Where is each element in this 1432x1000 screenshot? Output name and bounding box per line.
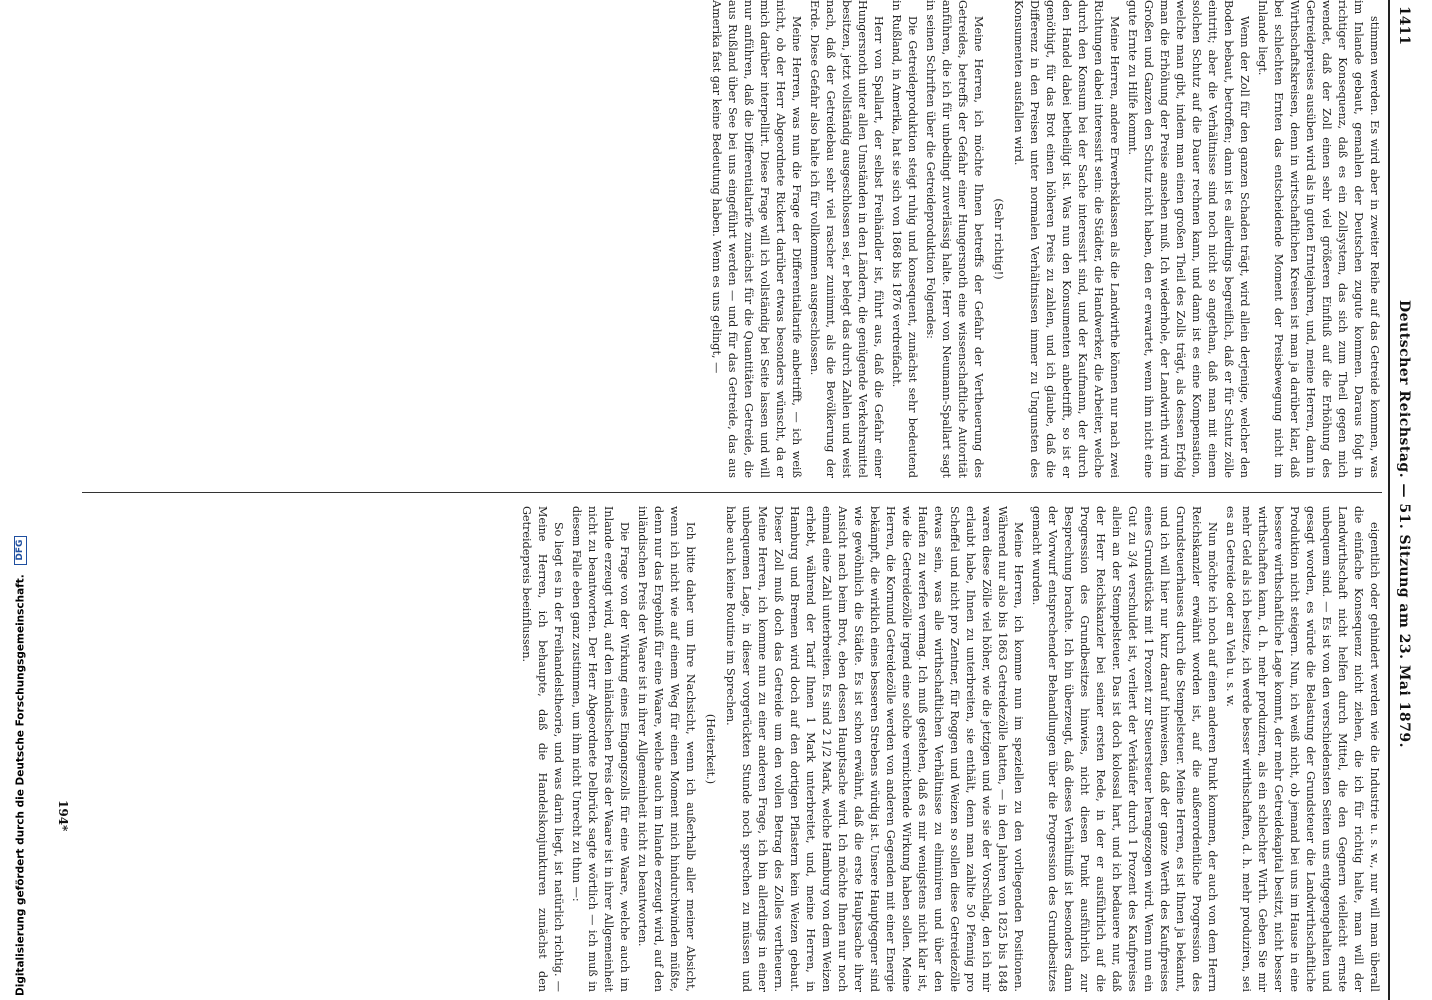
paragraph: (Heiterkeit.) — [704, 713, 717, 785]
sheet-signature: 194* — [56, 800, 70, 832]
paragraph: Meine Herren, was nun die Frage der Differentialtarife anbetrifft, — ich weiß nicht, ob der Herr Abgeordnete Rickert darüber etwas besonders wünscht, da er mich darüber interpellirt. Diese Frage will ich vollständig bei Seite lassen und will nur anführen, daß die Differentialtarife zunächst für die Quantitäten Getreide, die aus Rußland über See bei uns eingeführt werden — und für das Getreide, das aus Amerika fast gar keine Bedeutung haben. Wenn es uns gelingt, — — [710, 0, 803, 478]
running-title: Deutscher Reichstag. — 51. Sitzung am 23. Mai 1879. — [1396, 300, 1412, 749]
page-number: 1411 — [1396, 6, 1412, 45]
paragraph: Ich bitte daher um Ihre Nachsicht, wenn ich außerhalb aller meiner Absicht, wenn ich nicht wie auf einem Weg für einen Moment mich hindurchwinden müßte, denn nur das Ergebniß für eine Waare, welche auch im Inlande erzeugt wird, auf den inländischen Preis der Waare ist in ihrer Allgemeinheit nicht zu beantworten. — [636, 506, 697, 992]
left-column — [82, 0, 1382, 478]
paragraph: eigentlich oder gehindert werden wie die Industrie u. s. w., nur will man überall die einfache Konsequenz nicht ziehen, die ich für richtig halte, man will der Landwirthschaft nicht helfen durch Mittel, die den Gegnern vielleicht ernste unbequem sind. — Es ist von den verschiedensten Seiten uns entgegengehalten und gesagt worden, es würde die Belastung der Grundsteuer die Landwirthschaftliche Produktion nicht steigern. Nun, ich weiß nicht, ob jemand bei uns im Hause in eine bessere wirthschaftliche Lage kommt, der mehr Getreidekapital besitzt, nicht besser wirthschaften kann, d. h. mehr produziren, als ein schlechter Wirth. Geben Sie mir mehr Geld als ich besitze, ich werde besser wirthschaften, d. h. mehr produziren, sei es an Getreide oder an Vieh u. s. w. — [1224, 506, 1381, 992]
digitization-note-text: Digitalisierung gefördert durch die Deutsche Forschungsgemeinschaft. — [14, 574, 27, 996]
paragraph: Nun möchte ich noch auf einen anderen Punkt kommen, der auch von dem Herrn Reichskanzler erwähnt worden ist, auf die außerordentliche Progression des Grundsteuerhauses durch die Stempelsteuer. Meine Herren, es ist Ihnen ja bekannt, und ich will hier nur kurz darauf hinweisen, daß der ganze Werth des Kaufpreises eines Grundstücks mit 1 Prozent zur Steuersteuer herangezogen wird. Wenn nun ein Gut zu 3/4 verschuldet ist, verliert der Verkäufer durch 1 Prozent des Kaufpreises allein an der Stempelsteuer. Das ist doch kolossal hart, und ich bedauere nur, daß der Herr Reichskanzler bei seiner ersten Rede, in der er ausführlich auf die Progression des Grundbesitzes hinwies, nicht diesen Punkt ausführlich zur Besprechung brachte. Ich bin überzeugt, daß dieses Verhältniß ist besonders dann der Vorwurf entsprechender Behandlungen über die Progression des Grundbesitzes gemacht wurden. — [1030, 506, 1219, 992]
column-divider — [82, 492, 1382, 493]
newspaper-page — [8, 0, 1416, 1000]
page-header — [1392, 0, 1416, 1000]
paragraph: Meine Herren, ich komme nun im speziellen zu den vorliegenden Positionen. Während nur also bis 1863 Getreidezölle hatten, — in den Jahren von 1825 bis 1848 waren diese Zölle viel höher, wie die jetzigen und wie sie der Vorschlag, den ich mir erlaubt habe, Ihnen zu unterbreiten, sie enthält, denn man zahlte 50 Pfennig pro Scheffel und nicht pro Zentner, für Roggen und Weizen so sollen diese Getreidezölle etwas sein, was alle wirthschaftlichen Verhältnisse zu eliminiren und über den Haufen zu werfen vermag. Ich muß gestehen, daß es mir wenigstens nicht klar ist, wie die Getreidezölle irgend eine solche vernichtende Wirkung haben sollen. Meine Herren, die Kornund Getreidezölle werden von anderen Gegenden mit einer Energie bekämpft, die wirklich eines besseren Strebens würdig ist. Unsere Hauptgegner sind wie gewöhnlich die Städte. Es ist schon erwähnt, daß die erste Hauptsache ihrer Ansicht nach beim Brot, eben dessen Hauptsache wird. Ich möchte Ihnen nur noch einmal eine Zahl unterbreiten. Es sind 2 1/2 Mark, welche Hamburg von dem Weizen erhebt, während der Tarif Ihnen 1 Mark unterbreitet, und, meine Herren, in Hamburg und Bremen wird doch auf den dortigen Pflastern kein Weizen gebaut. Dieser Zoll muß doch das Getreide um den vollen Betrag des Zolles vertheuern. Meine Herren, ich komme nun zu einer anderen Frage, ich bin allerdings in einer unbequemen Lage, in dieser vorgerückten Stunde noch sprechen zu müssen und habe auch keine Routine im Sprechen. — [724, 506, 1025, 992]
paragraph: (Sehr richtig!) — [992, 198, 1005, 280]
paragraph: So liegt es in der Freihandelstheorie, und was darin liegt, ist natürlich richtig. — Meine Herren, ich behaupte, daß die Handelskonjunkturen zunächst den Getreidepreis beeinflussen. — [520, 506, 565, 992]
dfg-logo: DFG — [14, 536, 27, 565]
paragraph: Die Frage von der Wirkung eines Eingangszolls für eine Waare, welche auch im Inlande erzeugt wird, auf den inländischen Preis der Waare ist in ihrer Allgemeinheit nicht zu beantworten. Der Herr Abgeordnete Delbrück sagte wörtlich — ich muß in diesem Falle eben ganz zustimmen, um ihm nicht Unrecht zu thun —: — [570, 506, 631, 992]
header-rule — [1388, 0, 1390, 1000]
paragraph: Wenn der Zoll für den ganzen Schaden trägt, wird allein derjenige, welcher den Boden bebaut, betroffen; dann ist es allerdings begreiflich, daß er für Schutz zölle eintritt; aber die Verhältnisse sind noch nicht so angethan, daß man mit einem solchen Schutz auf die Dauer rechnen kann, und dann ist es eine Kompensation, welche man gibt, indem man einen großen Theil des Zolls trägt, als dessen Erfolg man die Erhöhung der Preise ansehen muß. Ich wiederhole, der Landwirth wird im Großen und Ganzen den Schutz nicht haben, den er erwartet, wenn ihm nicht eine gute Ernte zu Hilfe kommt. — [1126, 0, 1251, 478]
paragraph: Die Getreideproduktion steigt ruhig und konsequent, zunächst sehr bedeutend in Rußland, in Amerika, hat sie sich von 1868 bis 1876 verdreifacht. — [890, 0, 919, 478]
right-column — [82, 506, 1382, 992]
paragraph: stimmen werden. Es wird aber in zweiter Reihe auf das Getreide kommen, was im Inlande gebaut, gemahlen der Deutschen zugute kommen. Daraus folgt in richtiger Konsequenz, daß es ein Zollsystem, das sich zum Theil gegen mich wendet, daß der Zoll einen sehr viel größeren Einfluß auf die Erhöhung des Getreidepreises ausüben wird als in guten Erntejahren, und, meine Herren, dann in Wirthschaftskreisen, denn in wirtschaftlichen Kreisen ist man ja darüber klar, daß bei schlechten Ernten das entscheidende Moment der Preisbewegung nicht im Inlande liegt. — [1256, 0, 1381, 478]
paragraph: Meine Herren, ich möchte Ihnen betreffs der Gefahr der Vertheuerung des Getreides, betreffs der Gefahr einer Hungersnoth eine wissenschaftliche Autorität anführen, die ich für unbedingt zuverlässig halte. Herr von Neumann-Spallart sagt in seinen Schriften über die Getreideproduktion Folgendes: — [924, 0, 985, 478]
paragraph: Herr von Spallart, der selbst Freihändler ist, führt aus, daß die Gefahr einer Hungersnoth unter allen Umständen in den Ländern, die genügende Verkehrsmittel besitzen, jetzt vollständig ausgeschlossen sei, er belegt das durch Zahlen und weist nach, daß der Getreidebau sehr viel rascher zunimmt, als die Bevölkerung der Erde. Diese Gefahr also halte ich für vollkommen ausgeschlossen. — [808, 0, 885, 478]
paragraph: Meine Herren, andere Erwerbsklassen als die Landwirthe können nur nach zwei Richtungen dabei interessirt sein: die Städter, die Handwerker, die Arbeiter, welche durch den Konsum bei der Sache interessirt sind, und der Kaufmann, der durch den Handel dabei betheiligt ist. Was nun den Konsumenten anbetrifft, so ist er genöthigt, für das Brot einen höheren Preis zu zahlen, und ich glaube, daß die Differenz in den Preisen unter normalen Verhältnissen immer zu Ungunsten des Konsumenten ausfallen wird. — [1012, 0, 1121, 478]
